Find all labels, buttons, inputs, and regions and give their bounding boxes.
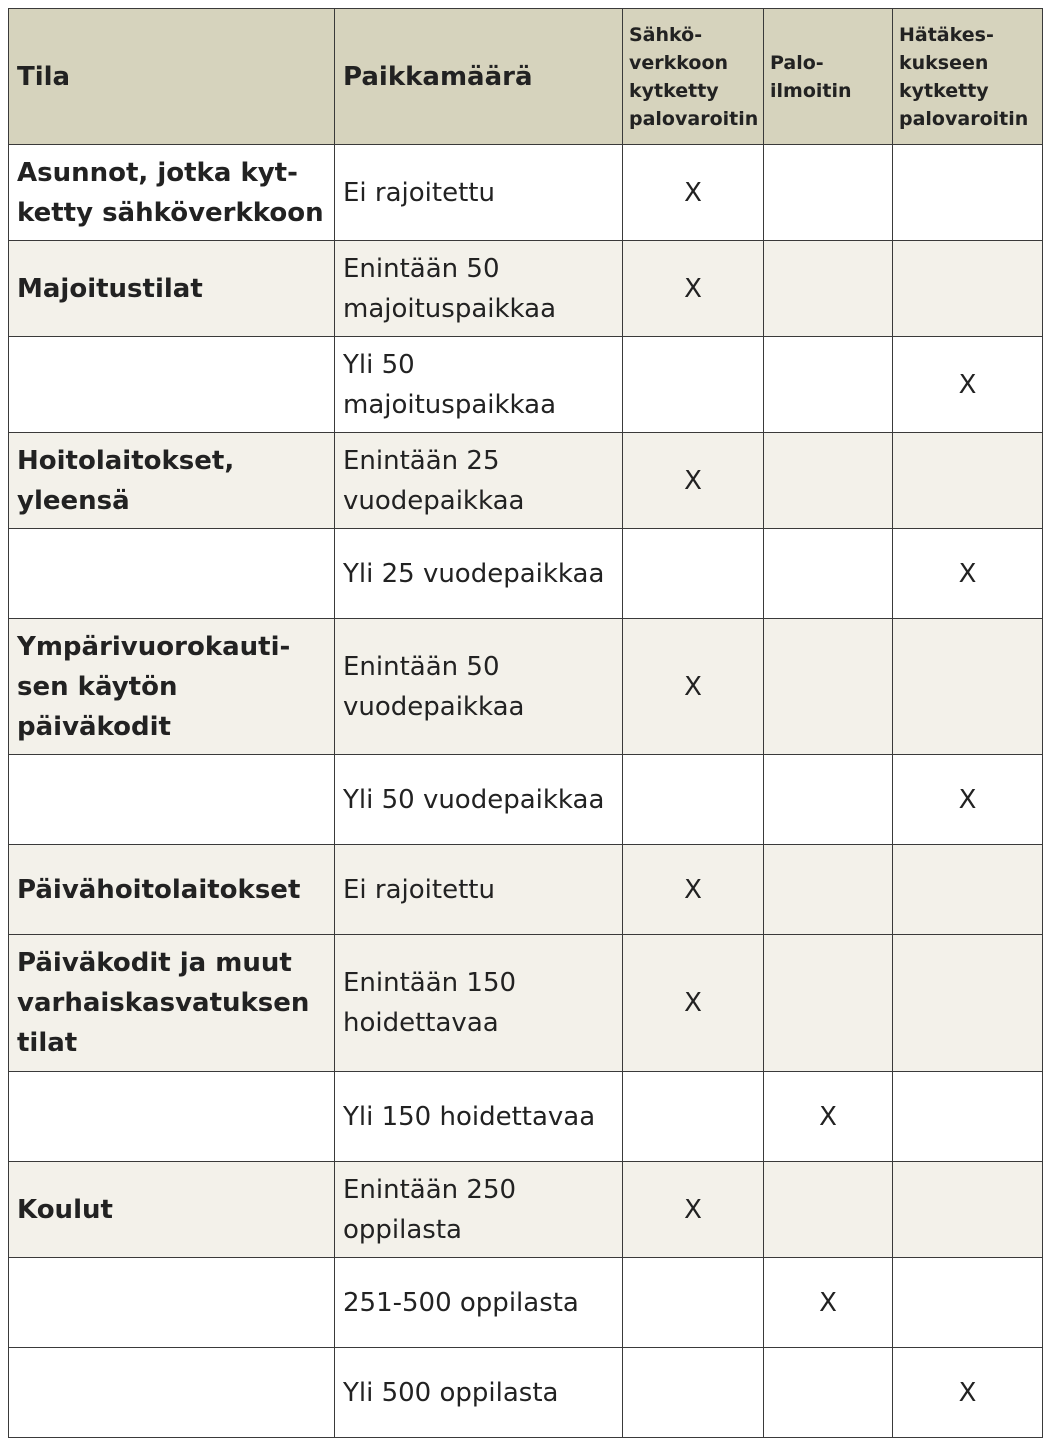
cell-paloilmoitin [764,755,893,845]
cell-hatakeskus: X [893,1348,1043,1438]
cell-paloilmoitin [764,935,893,1072]
cell-paloilmoitin [764,1162,893,1258]
cell-tila: Koulut [9,1162,335,1258]
header-tila: Tila [9,9,335,145]
cell-paikkamaara: Yli 50 vuodepaikkaa [335,755,623,845]
cell-sahkoverkko [623,529,764,619]
table-body [9,145,1043,1438]
cell-paloilmoitin [764,529,893,619]
cell-hatakeskus [893,241,1043,337]
table-row [9,337,1043,433]
cell-tila [9,1072,335,1162]
cell-paloilmoitin [764,845,893,935]
cell-paloilmoitin [764,619,893,755]
cell-hatakeskus [893,1258,1043,1348]
cell-tila [9,755,335,845]
cell-hatakeskus [893,619,1043,755]
cell-hatakeskus: X [893,755,1043,845]
table-row [9,619,1043,755]
cell-tila: Hoitolaitokset, yleensä [9,433,335,529]
header-sahkoverkko: Sähkö- verkkoon kytketty palovaroitin [623,9,764,145]
cell-paikkamaara: Yli 50 majoituspaikkaa [335,337,623,433]
cell-tila [9,1258,335,1348]
cell-hatakeskus: X [893,337,1043,433]
cell-sahkoverkko [623,1348,764,1438]
cell-paloilmoitin: X [764,1258,893,1348]
cell-paloilmoitin [764,241,893,337]
cell-sahkoverkko [623,755,764,845]
cell-paikkamaara: Ei rajoitettu [335,845,623,935]
cell-hatakeskus [893,145,1043,241]
cell-tila: Ympärivuorokauti- sen käytön päiväkodit [9,619,335,755]
cell-hatakeskus [893,433,1043,529]
cell-paikkamaara: Ei rajoitettu [335,145,623,241]
cell-tila: Päiväkodit ja muut varhaiskasvatuksen tilat [9,935,335,1072]
cell-paloilmoitin: X [764,1072,893,1162]
cell-sahkoverkko [623,337,764,433]
table-row [9,1348,1043,1438]
table-row [9,845,1043,935]
cell-paikkamaara: Yli 25 vuodepaikkaa [335,529,623,619]
cell-sahkoverkko: X [623,433,764,529]
table-row [9,433,1043,529]
table-row [9,935,1043,1072]
cell-tila: Päivähoitolaitokset [9,845,335,935]
cell-sahkoverkko: X [623,241,764,337]
cell-sahkoverkko: X [623,935,764,1072]
cell-sahkoverkko: X [623,1162,764,1258]
header-paikkamaara: Paikkamäärä [335,9,623,145]
cell-sahkoverkko [623,1258,764,1348]
cell-paloilmoitin [764,433,893,529]
table-row [9,755,1043,845]
cell-tila [9,1348,335,1438]
cell-paloilmoitin [764,145,893,241]
header-hatakeskus: Hätäkes- kukseen kytketty palovaroitin [893,9,1043,145]
cell-sahkoverkko: X [623,619,764,755]
cell-paloilmoitin [764,1348,893,1438]
cell-hatakeskus: X [893,529,1043,619]
header-row [9,9,1043,145]
header-paloilmoitin: Palo- ilmoitin [764,9,893,145]
cell-paikkamaara: Yli 150 hoidettavaa [335,1072,623,1162]
cell-paikkamaara: Enintään 50 majoituspaikkaa [335,241,623,337]
cell-paikkamaara: Enintään 250 oppilasta [335,1162,623,1258]
cell-hatakeskus [893,1072,1043,1162]
cell-sahkoverkko [623,1072,764,1162]
table-row [9,145,1043,241]
table-row [9,1162,1043,1258]
table-row [9,529,1043,619]
cell-tila [9,337,335,433]
cell-sahkoverkko: X [623,845,764,935]
cell-tila: Majoitustilat [9,241,335,337]
table-row [9,241,1043,337]
cell-tila [9,529,335,619]
cell-paikkamaara: Yli 500 oppilasta [335,1348,623,1438]
cell-sahkoverkko: X [623,145,764,241]
fire-alarm-requirements-table [8,8,1043,1438]
table-header [9,9,1043,145]
cell-hatakeskus [893,845,1043,935]
cell-paikkamaara: Enintään 150 hoidettavaa [335,935,623,1072]
cell-paikkamaara: Enintään 25 vuodepaikkaa [335,433,623,529]
cell-paloilmoitin [764,337,893,433]
table-row [9,1258,1043,1348]
cell-hatakeskus [893,935,1043,1072]
cell-paikkamaara: 251-500 oppilasta [335,1258,623,1348]
cell-hatakeskus [893,1162,1043,1258]
table-row [9,1072,1043,1162]
cell-tila: Asunnot, jotka kyt- ketty sähköverkkoon [9,145,335,241]
cell-paikkamaara: Enintään 50 vuodepaikkaa [335,619,623,755]
